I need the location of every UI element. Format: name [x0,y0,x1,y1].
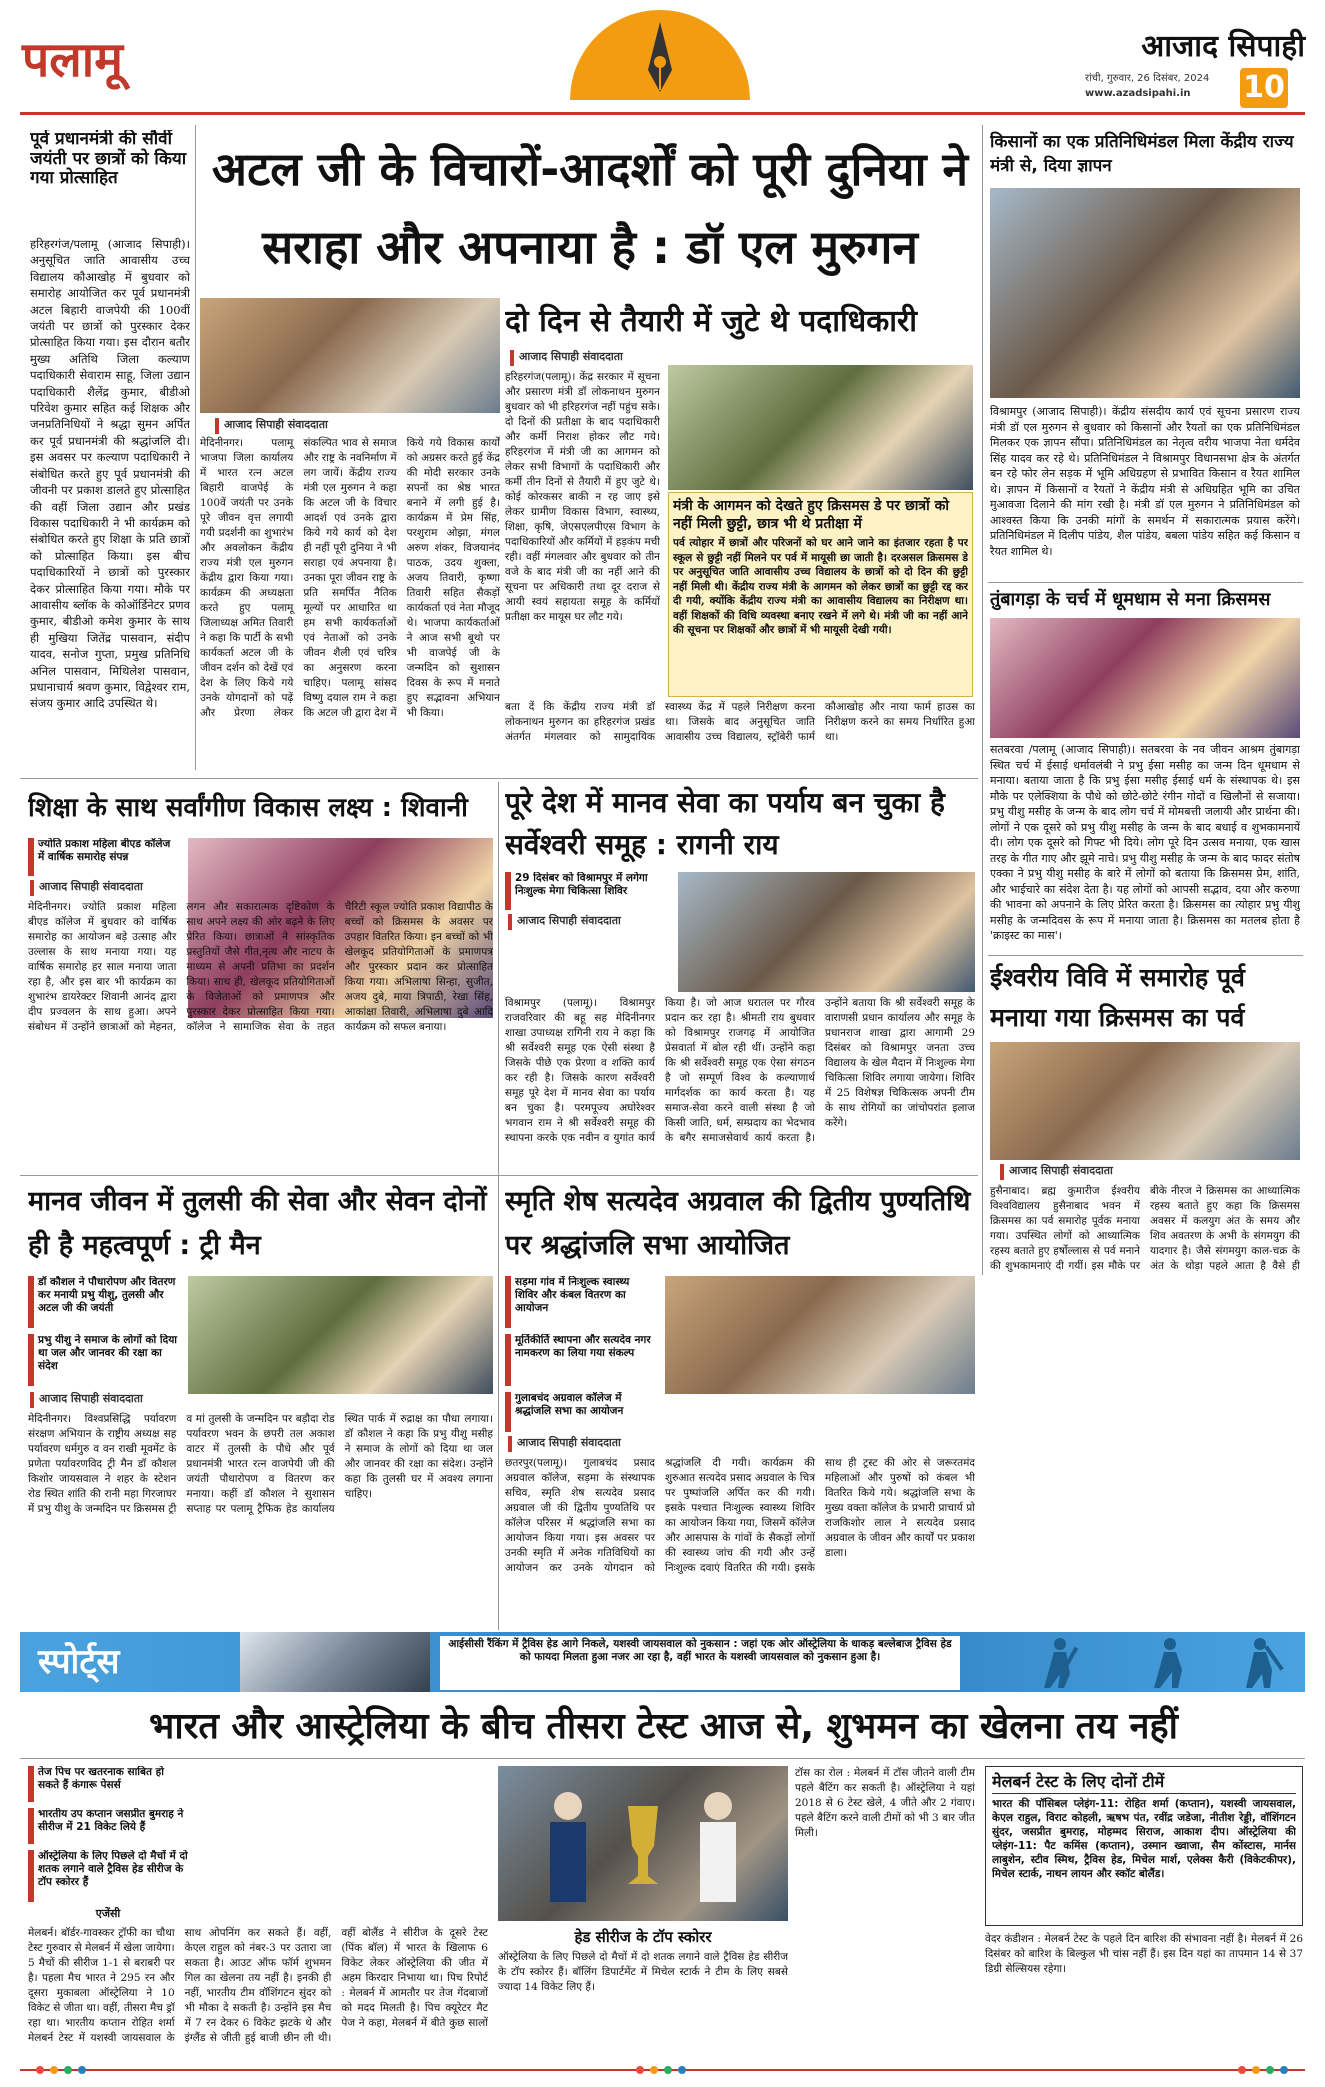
prep-photo [668,365,973,490]
smriti-body: छतरपुर(पलामू)। गुलाबचंद प्रसाद अग्रवाल कॉलेज, सड़मा के संस्थापक सचिव, स्मृति शेष सत्यदेव प्रसाद अग्रवाल जी की द्वितीय पुण्यतिथि पर कॉलेज परिसर में श्रद्धांजलि सभा का आयोजन किया गया। इस अवसर पर उनकी स्मृति में अनेक गतिविधियों का आयोजन कर उनके योगदान को श्रद्धांजलि दी गयी। कार्यक्रम की शुरुआत सत्यदेव प्रसाद अग्रवाल के चित्र पर पुष्पांजलि अर्पित कर की गयी। इसके पश्चात निःशुल्क स्वास्थ्य शिविर का आयोजन किया गया, जिसमें कॉलेज और आसपास के गांवों के सैकड़ों लोगों की स्वास्थ्य जांच की गयी और उन्हें निःशुल्क दवाएं वितरित की गयी। इसके साथ ही ट्रस्ट की ओर से जरूरतमंद महिलाओं और पुरुषों को कंबल भी वितरित किये गये। श्रद्धांजलि सभा के मुख्य वक्ता कॉलेज के प्रभारी प्राचार्य प्रो राजकिशोर लाल ने सत्यदेव प्रसाद अग्रवाल के जीवन और कार्यों पर प्रकाश डाला। [505,1457,975,1574]
left-story-body: हरिहरगंज/पलामू (आजाद सिपाही)। अनुसूचित जाति आवासीय उच्च विद्यालय कौआखोह में बुधवार को समारोह आयोजित कर पूर्व प्रधानमंत्री अटल बिहारी वाजपेयी की 100वीं जयंती पर छात्रों को पुरस्कार देकर प्रोत्साहित किया गया। इस दौरान बतौर मुख्य अतिथि जिला कल्याण पदाधिकारी सेवाराम साहू, जिला उद्यान पदाधिकारी शैलेंद्र कुमार, बीडीओ परिवेश कुमार सहित कई शिक्षक और जनप्रतिनिधियों ने श्रद्धा सुमन अर्पित कर पूर्व प्रधानमंत्री की श्रद्धांजलि दी। इस अवसर पर कल्याण पदाधिकारी ने संबोधित करते हुए पूर्व प्रधानमंत्री की जीवनी पर प्रकाश डालते हुए प्रोत्साहित की वहीं जिला उद्यान और प्रखंड विकास पदाधिकारी ने भी कार्यक्रम को संबोधित करते हुए शिक्षा के प्रति छात्रों को प्रोत्साहित किया। इस बीच पदाधिकारियों ने छात्रों को पुरस्कार देकर प्रोत्साहित किया गया। मौके पर आवासीय ब्लॉक के कोऑर्डिनेटर प्रणव कुमार, बीडीओ कमेश कुमार के साथ ही मुखिया जितेंद्र पासवान, संदीप यादव, सनोज गुप्ता, प्रमुख प्रतिनिधि अनिल पासवान, मिथिलेश पासवान, प्रधानाचार्य श्रवण कुमार, विद्वेश्वर राम, संजय कुमार आदि उपस्थित थे। [30,237,190,711]
christmas-headline: तुंबागड़ा के चर्च में धूमधाम से मना क्रिसमस [990,589,1271,610]
tulsi-subheadline-2: प्रभु यीशु ने समाज के लोगों को दिया था जल और जानवर की रक्षा का संदेश [28,1334,178,1386]
sports-section-label: स्पोर्ट्स [38,1642,120,1682]
lead-headline: अटल जी के विचारों-आदर्शों को पूरी दुनिया ने सराहा और अपनाया है : डॉ एल मुरुगन [211,142,969,274]
website: www.azadsipahi.in [1085,88,1191,99]
lead-body: मेदिनीनगर। पलामू भाजपा जिला कार्यालय में भारत रत्न अटल बिहारी वाजपेई के 100वें जयंती पर उनके पूरे जीवन वृत्त लगायी गयी प्रदर्शनी का शुभारंभ और अवलोकन केंद्रीय राज्य मंत्री एल मुरुगन केंद्रीय द्वारा किया गया। कार्यक्रम की अध्यक्षता करते हुए पलामू जिलाध्यक्ष अमित तिवारी ने कहा कि पार्टी के सभी कार्यकर्ता अटल जी के जीवन दर्शन को देखें एवं देश के लिए किये गये उनके योगदानों को पढ़ें और प्रेरणा लेकर संकल्पित भाव से समाज और राष्ट्र के नवनिर्माण में लग जायें। केंद्रीय राज्य मंत्री एल मुरुगन ने कहा कि अटल जी के विचार आदर्श एवं उनके द्वारा किये गये कार्य को देश ही नहीं पूरी दुनिया ने भी सराहा एवं अपनाया है। उनका पूरा जीवन राष्ट्र के प्रति समर्पित नैतिक मूल्यों पर आधारित था हम सभी कार्यकर्ताओं एवं नेताओं को उनके जीवन शैली एवं चरित्र का अनुसरण करना चाहिए। पलामू सांसद विष्णु दयाल राम ने कहा कि अटल जी द्वारा देश में किये गये विकास कार्यों को अग्रसर करते हुई केंद्र की मोदी सरकार उनके सपनों का श्रेष्ठ भारत बनाने में लगी हुई है। कार्यक्रम में प्रेम सिंह, परशुराम ओझा, मंगल अरुण शंकर, विजयानंद पाठक, उदय शुक्ला, अजय तिवारी, कृष्णा तिवारी सहित सैकड़ों कार्यकर्ता एवं नेता मौजूद थे। भाजपा कार्यकर्ताओं ने आज सभी बूथो पर भी वाजपेई जी के जन्मदिन को सुशासन दिवस के रूप में मनाते हुए सद्भावना अभियान भी किया। [200,437,500,719]
sarveshwari-photo [678,872,975,992]
tulsi-headline: मानव जीवन में तुलसी की सेवा और सेवन दोनों ही है महत्वपूर्ण : ट्री मैन [28,1186,487,1261]
christmas-photo [990,618,1300,738]
sports-note-2: भारतीय उप कप्तान जसप्रीत बुमराह ने सीरीज में 21 विकेट लिये हैं [28,1808,188,1844]
farmers-headline: किसानों का एक प्रतिनिधिमंडल मिला केंद्रीय राज्य मंत्री से, दिया ज्ञापन [990,132,1294,176]
sports-body: मेलबर्न। बॉर्डर-गावस्कर ट्रॉफी का चौथा टेस्ट गुरुवार से मेलबर्न में खेला जायेगा। 5 मैचों की सीरीज 1-1 से बराबरी पर है। पहला मैच भारत ने 295 रन और दूसरा मुकाबला ऑस्ट्रेलिया ने 10 विकेट से जीता था। वहीं, तीसरा मैच ड्रॉ रहा था। भारतीय कप्तान रोहित शर्मा मेलबर्न टेस्ट में यशस्वी जायसवाल के साथ ओपनिंग कर सकते हैं। वहीं, केएल राहुल को नंबर-3 पर उतारा जा सकता है। आउट ऑफ फॉर्म शुभमन गिल का खेलना तय नहीं है। इनकी ही नहीं, भारतीय टीम वॉशिंगटन सुंदर को भी मौका दे सकती है। उन्होंने इस मैच में 7 रन देकर 6 विकेट झटके थे और इंग्लैंड से जीती हुई बाजी छीन ली थी। वहीं बोलैंड ने सीरीज के दूसरे टेस्ट (पिंक बॉल) में भारत के खिलाफ 6 विकेट लेकर ऑस्ट्रेलिया की जीत में अहम किरदार निभाया था। पिच रिपोर्ट : मेलबर्न में आमतौर पर तेज गेंदबाजों को मदद मिलती है। पिच क्यूरेटर मैट पेज ने कहा, मेलबर्न में बीते कुछ सालों [28,1927,488,2044]
sports-caption: हेड सीरीज के टॉप स्कोरर [574,1928,712,1946]
sports-player-photo [240,1632,430,1692]
page-number-badge: 10 [1240,68,1288,108]
prep-photo-caption: मंत्री के आगमन को देखते हुए क्रिसमस डे पर छात्रों को नहीं मिली छुट्टी, छात्र भी थे प्रतीक्षा में [673,498,949,532]
sports-trophy-photo [498,1766,788,1921]
smriti-subheadline: सड़मा गांव में निःशुल्क स्वास्थ्य शिविर और कंबल वितरण का आयोजन [505,1276,655,1328]
shiksha-body: मेदिनीनगर। ज्योति प्रकाश महिला बीएड कॉलेज में बुधवार को वार्षिक समारोह का आयोजन बड़े उत्साह और उल्लास के साथ मनाया गया। यह वार्षिक समारोह हर साल मनाया जाता रहा है, और इस बार भी कार्यक्रम का शुभारंभ डायरेक्टर शिवानी आनंद द्वारा दीप प्रज्वलन के साथ हुआ। अपने संबोधन में उन्होंने छात्राओं को मेहनत, लगन और सकारात्मक दृष्टिकोण के साथ अपने लक्ष्य की ओर बढ़ने के लिए प्रेरित किया। छात्राओं ने सांस्कृतिक प्रस्तुतियों जैसे गीत,नृत्य और नाटय के माध्यम से अपनी प्रतिभा का प्रदर्शन किया। साथ ही, खेलकूद प्रतियोगिताओं के विजेताओं को प्रमाणपत्र और पुरस्कार देकर प्रोत्साहित किया गया। कॉलेज ने सामाजिक सेवा के तहत चैरिटी स्कूल ज्योति प्रकाश विद्यापीठ के बच्चों को क्रिसमस के अवसर पर उपहार वितरित किया। इन बच्चों को भी खेलकूद प्रतियोगिताओं के प्रमाणपत्र और पुरस्कार प्रदान कर प्रोत्साहित किया गया। अभिलाषा सिन्हा, सुजीत, अजय दुबे, माया त्रिपाठी, रेखा सिंह, आकांक्षा तिवारी, अभिलाषा दुबे आदि कार्यक्रम को सफल बनाया। [28,901,493,1033]
prep-body: हरिहरगंज(पलामू)। केंद्र सरकार में सूचना और प्रसारण मंत्री डॉ लोकनाथन मुरुगन बुधवार को भी हरिहरगंज नहीं पहुंच सके। दो दिनों की प्रतीक्षा के बाद पदाधिकारी और कर्मी निराश होकर लौट गये। हरिहरगंज में मंत्री जी का आगमन को लेकर सभी विभागों के पदाधिकारी और कर्मी तीन दिनों से तैयारी में हुए जुटे थे। कोई कोरकसर बाकी न रह जाए इसे लेकर ग्रामीण विकास विभाग, स्वास्थ्य, शिक्षा, कृषि, जेएसएलपीएस विभाग के पदाधिकारियों और कर्मियों में हड़कंप मची रही। वहीं मंगलवार और बुधवार को तीन वजे के बाद मंत्री जी का नहीं आने की सूचना पर अधिकारी तथा दूर दराज से आयी स्वयं सहायता समूह के कर्मियों प्रतीक्षा कर मायूस घर लौट गये। [505,371,660,623]
sports-teaser: आईसीसी रैंकिंग में ट्रैविस हेड आगे निकले, यशस्वी जायसवाल को नुकसान : जहां एक ओर ऑस्ट्रेलिया के धाकड़ बल्लेबाज ट्रैविस हेड को फायदा मिलता हुआ नजर आ रहा है, वहीं भारत के यशस्वी जायसवाल को नुकसान हुआ है। [440,1636,960,1690]
col-divider [498,782,499,1277]
shiksha-headline: शिक्षा के साथ सर्वांगीण विकास लक्ष्य : शिवानी [28,793,468,823]
sports-byline: एजेंसी [95,1907,121,1920]
smriti-subheadline-2: मूर्तिकीर्ति स्थापना और सत्यदेव नगर नामकरण का लिया गया संकल्प [505,1334,655,1386]
farmers-body: विश्रामपुर (आजाद सिपाही)। केंद्रीय संसदीय कार्य एवं सूचना प्रसारण राज्य मंत्री डॉ एल मुरुगन से बुधवार को किसानों और रैयतों का एक प्रतिनिधिमंडल मिलकर एक ज्ञापन सौंपा। प्रतिनिधिमंडल का नेतृत्व वरीय भाजपा नेता धर्मदेव सिंह यादव कर रहे थे। प्रतिनिधिमंडल ने विश्रामपुर विधानसभा क्षेत्र के अंतर्गत बन रहे फोर लेन सड़क में भूमि अधिग्रहण से प्रभावित किसान व रैयत शामिल थे। ज्ञापन में किसानों व रैयतों ने केंद्रीय मंत्री से अधिग्रहित भूमि का उचित मुआवजा दिलाने की मांग रखी है। मंत्री डॉ एल मुरुगन ने प्रतिनिधिमंडल को आश्वस्त किया कि उनकी मांगों के समर्थन में सकारात्मक प्रयास करेंगे। प्रतिनिधिमंडल में दिलीप पांडेय, शैल पांडेय, बबला पांडेय सहित कई किसान व रैयत शामिल थे। [990,405,1300,558]
col-divider [498,1270,499,1630]
sarveshwari-body: विश्रामपुर (पलामू)। विश्रामपुर राजवरिवार की बहू सह मेदिनीनगर शाखा उपाध्यक्ष रागिनी राय ने कहा कि श्री सर्वेश्वरी समूह एक ऐसी संस्था है जिसके पीछे एक प्रेरणा व शक्ति कार्य कर रही है। जिसके कारण सर्वेश्वरी समूह पूरे देश में मानव सेवा का पर्याय बन चुका है। परमपूज्य अघोरेश्वर भगवान राम ने श्री सर्वेश्वरी समूह की स्थापना करके एक नवीन व युगांत कार्य किया है। जो आज धरातल पर गौरव प्रदान कर रहा है। श्रीमती राय बुधवार को विश्रामपुर राजगढ़ में आयोजित प्रेसवार्ता में बोल रही थीं। उन्होंने कहा कि श्री सर्वेश्वरी समूह एक ऐसा संगठन है जो सम्पूर्ण विश्व के कल्याणार्थ मार्गदर्शक का कार्य करता है। यह समाज-सेवा करने वाली संस्था है जो किसी जाति, धर्म, सम्प्रदाय का भेदभाव के बगैर समाजसेवार्थ कार्य करता है। उन्होंने बताया कि श्री सर्वेश्वरी समूह के वाराणसी प्रधान कार्यालय और समूह के प्रधानराज शाखा द्वारा आगामी 29 दिसंबर को विश्रामपुर जनता उच्च विद्यालय के खेल मैदान में निःशुल्क मेगा चिकित्सा शिविर लगाया जायेगा। शिविर में 25 विशेषज्ञ चिकित्सक अपनी टीम के साथ रोगियों का जांचोपरांत इलाज करेंगे। [505,997,975,1144]
prep-photo-caption-body: पर्व त्योहार में छात्रों और परिजनों को घर आने जाने का इंतजार रहता है पर स्कूल से छुट्टी नहीं मिलने पर पर्व में मायूसी छा जाती है। दरअसल क्रिसमस डे पर अनुसूचित जाति आवासीय उच्च विद्यालय के छात्रों को दो दिन की छुट्टी नहीं मिली थी। केंद्रीय राज्य मंत्री के आगमन को लेकर छात्रों का छुट्टी रद्द कर दी गयी, क्योंकि केंद्रीय राज्य मंत्री का आवासीय विद्यालय का निरीक्षण था। वहीं शिक्षकों की विधि व्यवस्था बनाए रखने में लगे थे। मंत्री जी का नहीं आने की सूचना पर शिक्षकों और छात्रों में भी मायूसी देखी गयी। [673,537,968,636]
section-title: पलामू [22,32,123,88]
tulsi-byline: आजाद सिपाही संवाददाता [30,1392,180,1408]
prep-byline: आजाद सिपाही संवाददाता [510,350,700,366]
ishwariya-byline: आजाद सिपाही संवाददाता [1000,1164,1200,1180]
lead-byline: आजाद सिपाही संवाददाता [215,418,435,434]
tulsi-body: मेदिनीनगर। विश्वप्रसिद्धि पर्यावरण संरक्षण अभियान के राष्ट्रीय अध्यक्ष सह पर्यावरण धर्मगुरु व वन राखी मूवमेंट के प्रणेता पर्यावरणविद ट्री मैन डॉ कौशल किशोर जायसवाल ने शहर के स्टेशन रोड स्थित शांति की रानी महा गिरजाघर में प्रभु यीशु के जन्मदिन पर क्रिसमस ट्री व मां तुलसी के जन्मदिन पर बड़ौदा रोड पर्यावरण भवन के छपरी तल अकाश वाटर में तुलसी के पौधे और पूर्व प्रधानमंत्री भारत रत्न वाजपेयी जी की जयंती पौधारोपण व वितरण कर मनाया। कहीं डॉ कौशल ने सुशासन सप्ताह पर पलामू ट्रैफिक हेड कार्यालय स्थित पार्क में रुद्राक्ष का पौधा लगाया। डॉ कौशल ने कहा कि प्रभु यीशु मसीह ने समाज के लोगों को दिया था जल और जानवर की रक्षा का संदेश। उन्होंने कहा कि तुलसी घर में अवश्य लगाना चाहिए। [28,1413,493,1515]
row-divider [20,1175,978,1176]
sarveshwari-headline: पूरे देश में मानव सेवा का पर्याय बन चुका है सर्वेश्वरी समूह : रागनी राय [505,786,945,861]
dateline: रांची, गुरुवार, 26 दिसंबर, 2024 [1085,73,1210,84]
ishwariya-photo [990,1042,1300,1160]
left-story-headline: पूर्व प्रधानमंत्री की सौवीं जयंती पर छात्रों को किया गया प्रोत्साहित [30,130,187,189]
sports-toss-text: टॉस का रोल : मेलबर्न में टॉस जीतने वाली टीम पहले बैटिंग कर सकती है। ऑस्ट्रेलिया ने यहां 2018 से 6 टेस्ट खेले, 4 जीते और 2 गंवाए। पहले बैटिंग करने वाली टीमों को भी 3 बार जीत मिली। [795,1767,975,1839]
smriti-byline: आजाद सिपाही संवाददाता [508,1436,658,1452]
christmas-body: सतबरवा /पलामू (आजाद सिपाही)। सतबरवा के नव जीवन आश्रम तुंबागड़ा स्थित चर्च में ईसाई धर्मावलंबी ने प्रभु ईसा मसीह का जन्म दिन धूमधाम से मनाया। बताया जाता है कि प्रभु ईसा मसीह ईसाई धर्म के संस्थापक थे। इस मौके पर एलेक्शिया के पौधे को छोटे-छोटे रंगीन गोदों व खिलौनों से सजाया। प्रभु यीशु मसीह के जन्म के बाद लोग चर्च में मोमबत्ती जलायी और प्रार्थना की। लोगों ने एक दूसरे को प्रभु यीशु मसीह के जन्म के बाद बधाई व शुभकामनायें दी। लोग एक दूसरे को गिफ्ट भी दिये। लोग पूरे दिन उत्सव मनाया, एक खास तरह के गीत गाए और झूमे नाचे। प्रभु यीशु मसीह के जन्म के बाद फादर संतोष एक्का ने प्रभु यीशु मसीह के बारे में लोगों को बताया कि क्रिसमस प्रेम, शांति, और भाईचारे का संदेश देता है। यह लोगों को आपसी सद्भाव, दया और करुणा की भावना को अपनाने के लिए प्रेरित करता है। क्रिसमस का त्योहार प्रभु यीशु मसीह के जन्मदिवस के रूप में मनाया जाता है। क्रिसमस का मतलब होता है 'क्राइस्ट का मास'। [990,743,1300,942]
row-divider [20,1758,1305,1759]
farmers-photo [990,188,1300,398]
col-divider [195,125,196,770]
paper-name: आजाद सिपाही [1141,29,1305,64]
ishwariya-body: हुसैनाबाद। ब्रह्म कुमारीज ईश्वरीय विश्वविद्यालय हुसैनाबाद भवन में क्रिसमस का पर्व समारोह पूर्वक मनाया गया। उपस्थित लोगों को आध्यात्मिक रहस्य बताते हुए हर्षोल्लास से पर्व मनाने की शुभकामनाएं दी गयीं। इस मौके पर बीके नीरज ने क्रिसमस का आध्यात्मिक रहस्य बताते हुए कहा कि क्रिसमस अवसर में कलयुग अंत के समय और शिव अवतरण के अभी के संगमयुग की यादगार है। जैसे संगमयुग काल-चक्र के अंत के थोड़ा पहले आता है वैसे ही [990,1185,1300,1272]
sports-teams-box-body: भारत की पॉसिबल प्लेइंग-11: रोहित शर्मा (कप्तान), यशस्वी जायसवाल, केएल राहुल, विराट कोहली, ऋषभ पंत, रवींद्र जडेजा, नीतीश रेड्डी, वॉशिंगटन सुंदर, जसप्रीत बुमराह, मोहम्मद सिराज, आकाश दीप। ऑस्ट्रेलिया की प्लेइंग-11: पैट कमिंस (कप्तान), उस्मान ख्वाजा, सैम कोंस्टास, मार्नस लाबुशेन, स्टीव स्मिथ, ट्रैविस हेड, मिचेल मार्श, एलेक्स कैरी (विकेटकीपर), मिचेल स्टार्क, नाथन लायन और स्कॉट बोलैंड। [992,1798,1296,1880]
sports-teams-box-title: मेलबर्न टेस्ट के लिए दोनों टीमें [992,1771,1296,1794]
sarveshwari-subheadline: 29 दिसंबर को विश्रामपुर में लगेगा निःशुल्क मेगा चिकित्सा शिविर [505,872,670,910]
prep-headline: दो दिन से तैयारी में जुटे थे पदाधिकारी [505,304,918,339]
prep-photo-caption-box [668,492,973,697]
col-divider [982,125,983,1275]
lead-photo [200,298,500,413]
sports-note-1: तेज पिच पर खतरनाक साबित हो सकते हैं कंगारू पेसर्स [28,1766,188,1802]
sports-caption-body: ऑस्ट्रेलिया के लिए पिछले दो मैचों में दो शतक लगाने वाले ट्रैविस हेड सीरीज के टॉप स्कोरर हैं। बॉलिंग डिपार्टमेंट में मिचेल स्टार्क ने टीम के लिए सबसे ज्यादा 14 विकेट लिए हैं। [498,1951,788,1993]
sun-logo-icon [560,0,760,110]
sports-teams-box [985,1766,1303,1926]
smriti-headline: स्मृति शेष सत्यदेव अग्रवाल की द्वितीय पुण्यतिथि पर श्रद्धांजलि सभा आयोजित [505,1186,971,1261]
sports-headline: भारत और आस्ट्रेलिया के बीच तीसरा टेस्ट आज से, शुभमन का खेलना तय नहीं [149,1706,1178,1747]
sports-note-3: ऑस्ट्रेलिया के लिए पिछले दो मैचों में दो शतक लगाने वाले ट्रैविस हेड सीरीज के टॉप स्कोरर हैं [28,1850,188,1902]
row-divider [988,582,1303,583]
ishwariya-headline: ईश्वरीय विवि में समारोह पूर्व मनाया गया क्रिसमस का पर्व [990,963,1245,1032]
shiksha-byline: आजाद सिपाही संवाददाता [30,880,180,896]
smriti-photo [665,1276,975,1394]
smriti-subheadline-3: गुलाबचंद अग्रवाल कॉलेज में श्रद्धांजलि सभा का आयोजन [505,1392,655,1432]
sports-banner [20,1632,1305,1692]
shiksha-subheadline: ज्योति प्रकाश महिला बीएड कॉलेज में वार्षिक समारोह संपन्न [28,838,178,876]
row-divider [988,955,1303,956]
prep-body-2: बता दें कि केंद्रीय राज्य मंत्री डॉ लोकनाथन मुरुगन का हरिहरगंज प्रखंड अंतर्गत मंगलवार को सामुदायिक स्वास्थ्य केंद्र में पहले निरीक्षण करना था। जिसके बाद अनुसूचित जाति आवासीय उच्च विद्यालय, स्ट्रॉबेरी फार्म कौआखोह और नाया फार्म हाउस का निरीक्षण करने का समय निर्धारित हुआ था। [505,701,975,743]
footer-rule [20,2062,1305,2076]
row-divider [20,778,978,779]
sarveshwari-byline: आजाद सिपाही संवाददाता [508,914,673,930]
tulsi-photo [188,1276,493,1394]
cricket-player-icon [1020,1634,1300,1690]
sports-weather-text: वेदर कंडीशन : मेलबर्न टेस्ट के पहले दिन बारिश की संभावना नहीं है। मेलबर्न में 26 दिसंबर को बारिश के बिल्कुल भी चांस नहीं हैं। इस दिन यहां का तापमान 14 से 37 डिग्री सेल्सियस रहेगा। [985,1933,1303,1975]
masthead-rule [20,112,1305,115]
tulsi-subheadline: डॉ कौशल ने पौधारोपण और वितरण कर मनायी प्रभु यीशु, तुलसी और अटल जी की जयंती [28,1276,178,1328]
